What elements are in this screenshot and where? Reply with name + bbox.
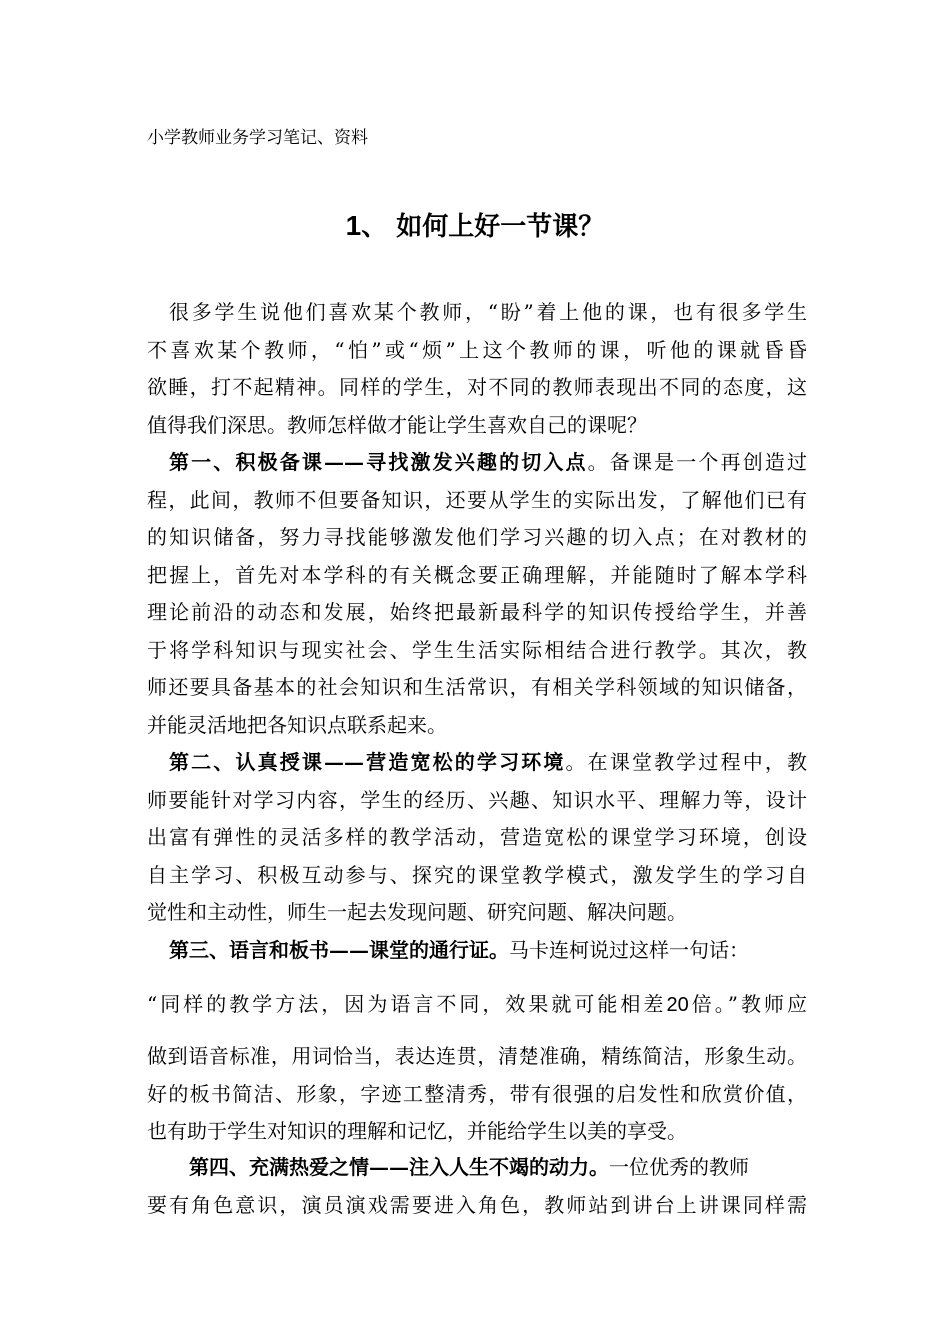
section3-line: 好的板书简洁、形象，字迹工整清秀，带有很强的启发性和欣赏价值， [147,1081,807,1106]
title-text: 、 如何上好一节课？ [361,212,605,242]
section3-body [147,1038,807,1151]
intro-line: 不喜欢某个教师，“怕”或“烦”上这个教师的课，听他的课就昏昏 [147,337,807,362]
intro-line: 欲睡，打不起精神。同样的学生，对不同的教师表现出不同的态度，这 [147,375,807,399]
intro-line: 值得我们深思。教师怎样做才能让学生喜欢自己的课呢？ [147,412,647,437]
section1-line: 把握上，首先对本学科的有关概念要正确理解，并能随时了解本学科 [147,562,807,587]
section3-line: 做到语音标准，用词恰当，表达连贯，清楚准确，精练简洁，形象生动。 [147,1044,807,1068]
section1-line: 的知识储备，努力寻找能够激发他们学习兴趣的切入点；在对教材的 [147,525,807,549]
section4-line: 要有角色意识，演员演戏需要进入角色，教师站到讲台上讲课同样需 [147,1192,807,1217]
section1-line: 并能灵活地把各知识点联系起来。 [147,712,447,737]
section1-line: 于将学科知识与现实社会、学生生活实际相结合进行教学。其次，教 [147,637,807,662]
section2-line: 觉性和主动性，师生一起去发现问题、研究问题、解决问题。 [147,900,687,924]
quote-after: 倍。”教师应 [688,992,807,1016]
section4-body [147,1149,807,1224]
section3-quote-line [147,986,807,1024]
section1-line: 程，此间，教师不但要备知识，还要从学生的实际出发，了解他们已有 [147,487,807,512]
section2-first-line [147,744,807,782]
page-title [0,208,950,245]
section2-line: 自主学习、积极互动参与、探究的课堂教学模式，激发学生的学习自 [147,862,807,887]
section1-first-line-rest: 。备课是一个再创造过 [587,450,808,474]
section3-first-line-rest: 马卡连柯说过这样一句话： [509,937,749,962]
quote-number: 20 [666,994,689,1016]
header-note: 小学教师业务学习笔记、资料 [147,128,368,148]
section2-line: 出富有弹性的灵活多样的教学活动，营造宽松的课堂学习环境，创设 [147,825,807,849]
section3-line: 也有助于学生对知识的理解和记忆，并能给学生以美的享受。 [147,1119,687,1143]
section1-first-line [147,444,807,482]
quote-before: “同样的教学方法，因为语言不同，效果就可能相差 [147,992,667,1016]
section1-heading: 第一、积极备课——寻找激发兴趣的切入点 [169,450,588,474]
section2-line: 师要能针对学习内容，学生的经历、兴趣、知识水平、理解力等，设计 [147,787,807,812]
section3-heading: 第三、语言和板书——课堂的通行证。 [169,937,509,962]
intro-paragraph [147,294,807,969]
section4-first-line [147,1149,807,1187]
section2-first-line-rest: 。在课堂教学过程中，教 [565,750,808,774]
title-number: 1 [345,210,362,241]
section2-heading: 第二、认真授课——营造宽松的学习环境 [169,750,566,774]
intro-line: 很多学生说他们喜欢某个教师，“盼”着上他的课，也有很多学生 [169,300,807,324]
section3-first-line [147,932,807,970]
section1-line: 师还要具备基本的社会知识和生活常识，有相关学科领域的知识储备， [147,675,807,699]
section4-heading: 第四、充满热爱之情——注入人生不竭的动力。 [189,1155,609,1179]
section3-quote [147,986,807,1024]
section4-first-line-rest: 一位优秀的教师 [609,1155,749,1179]
section1-line: 理论前沿的动态和发展，始终把最新最科学的知识传授给学生，并善 [147,600,807,624]
